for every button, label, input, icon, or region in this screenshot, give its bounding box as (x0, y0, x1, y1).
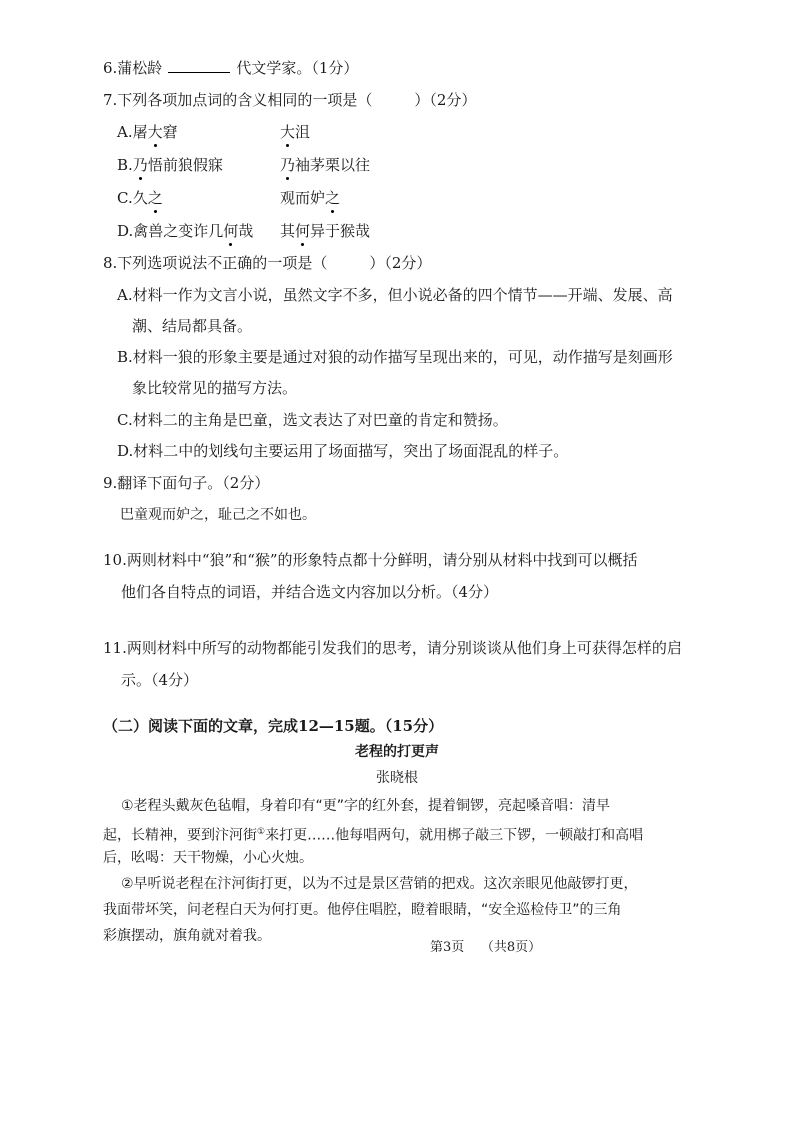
option-text: C.久 (117, 189, 148, 207)
article-author: 张晓根 (376, 770, 418, 786)
option-text: 哉 (238, 222, 254, 240)
q8-option-b-line1: B.材料一狼的形象主要是通过对狼的动作描写呈现出来的，可见，动作描写是刻画形 (117, 348, 673, 366)
q9-sentence: 巴童观而妒之，耻己之不如也。 (120, 507, 316, 523)
q7-option-c-right (280, 188, 340, 208)
paragraph-text: 起，长精神，要到汴河街 (103, 827, 257, 844)
question-8-stem (103, 253, 431, 273)
option-text: 窘 (162, 123, 178, 141)
dotted-word: 乃 (280, 156, 296, 174)
dotted-word: 何 (223, 222, 239, 240)
q7-option-a-left (117, 122, 178, 142)
dotted-word: 大 (147, 123, 163, 141)
question-10-line1: 10.两则材料中“狼”和“猴”的形象特点都十分鲜明，请分别从材料中找到可以概括 (103, 551, 638, 569)
question-6 (103, 58, 358, 78)
q8-stem-before: 8.下列选项说法不正确的一项是（ (103, 254, 328, 272)
page-footer (430, 938, 541, 958)
paragraph-2-line3: 彩旗摆动，旗角就对着我。 (103, 928, 271, 944)
q7-option-d-left (117, 221, 253, 241)
q7-option-a-right (280, 122, 310, 142)
q8-option-a-line1: A.材料一作为文言小说，虽然文字不多，但小说必备的四个情节——开端、发展、高 (117, 286, 673, 304)
option-text: 其 (280, 222, 296, 240)
dotted-word: 何 (295, 222, 311, 240)
question-7-stem (103, 90, 476, 110)
option-text: B. (117, 156, 133, 174)
footnote-marker: ① (257, 827, 266, 837)
option-text: A.屠 (117, 123, 148, 141)
paragraph-2-line2: 我面带坏笑，问老程白天为何打更。他停住唱腔，瞪着眼睛，“安全巡检侍卫”的三角 (103, 902, 622, 918)
paragraph-1-line2 (103, 822, 643, 846)
q8-stem-after: ）（2分） (369, 254, 432, 272)
paragraph-text: 来打更……他每唱两句，就用梆子敲三下锣，一顿敲打和高唱 (265, 827, 644, 844)
paragraph-2-line1: ②早听说老程在汴河街打更，以为不过是景区营销的把戏。这次亲眼见他敲锣打更， (121, 876, 638, 892)
question-9-stem: 9.翻译下面句子。（2分） (103, 474, 270, 492)
option-text: 观而妒 (280, 189, 326, 207)
dotted-word: 乃 (132, 156, 148, 174)
option-text: 袖茅栗以往 (295, 156, 371, 174)
q8-option-c: C.材料二的主角是巴童，选文表达了对巴童的肯定和赞扬。 (117, 411, 508, 429)
page-total: （共8页） (480, 940, 542, 955)
q7-stem-after: ）（2分） (414, 91, 477, 109)
option-text: 悟前狼假寐 (147, 156, 223, 174)
q8-option-a-line2: 潮、结局都具备。 (132, 317, 253, 335)
option-text: D.禽兽之变诈几 (117, 222, 224, 240)
answer-blank (168, 58, 230, 73)
page-number: 第3页 (430, 940, 465, 955)
dotted-word: 之 (147, 189, 163, 207)
q8-option-d: D.材料二中的划线句主要运用了场面描写，突出了场面混乱的样子。 (117, 442, 569, 460)
q6-text-after: 代文学家。（1分） (236, 59, 359, 77)
paragraph-1-line3: 后，吆喝：天干物燥，小心火烛。 (103, 850, 313, 866)
q7-option-b-left (117, 155, 223, 175)
section-heading: （二）阅读下面的文章，完成12—15题。（15分） (103, 717, 444, 735)
q7-option-c-left (117, 188, 163, 208)
q6-text-before: 6.蒲松龄 (103, 59, 163, 77)
article-title: 老程的打更声 (355, 744, 439, 760)
q7-option-b-right (280, 155, 370, 175)
q8-option-b-line2: 象比较常见的描写方法。 (132, 379, 298, 397)
dotted-word: 大 (280, 123, 296, 141)
question-10-line2: 他们各自特点的词语，并结合选文内容加以分析。（4分） (121, 583, 499, 601)
option-text: 沮 (295, 123, 311, 141)
question-11-line1: 11.两则材料中所写的动物都能引发我们的思考，请分别谈谈从他们身上可获得怎样的启 (103, 639, 682, 657)
q7-stem-before: 7.下列各项加点词的含义相同的一项是（ (103, 91, 373, 109)
option-text: 异于猴哉 (310, 222, 371, 240)
dotted-word: 之 (325, 189, 341, 207)
question-11-line2: 示。（4分） (121, 671, 199, 689)
paragraph-1-line1: ①老程头戴灰色毡帽，身着印有“更”字的红外套，提着铜锣，亮起嗓音唱：清早 (121, 798, 611, 814)
q7-option-d-right (280, 221, 370, 241)
